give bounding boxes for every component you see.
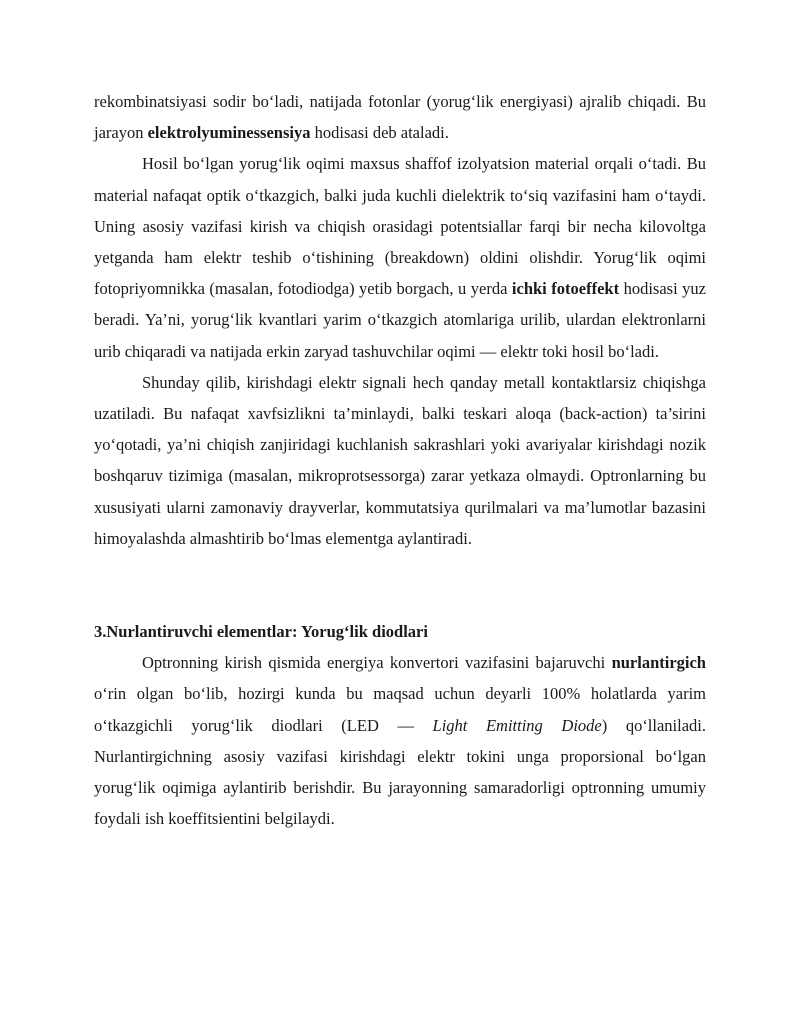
- paragraph: [94, 86, 706, 148]
- bold-term: nurlantirgich: [611, 653, 706, 673]
- bold-term: elektrolyuminessensiya: [147, 123, 311, 143]
- text-run: Hosil boʻlgan yorugʻlik oqimi maxsus shaffof izolyatsion material orqali oʻtadi. Bu material nafaqat optik oʻtkazgich, balki juda kuchli dielektrik toʻsiq vazifasini ham oʻtaydi. Uning asosiy vazifasi kirish va chiqish orasidagi potentsiallar farqi bir necha kilovoltga yetganda ham elektr teshib oʻtishining (breakdown) oldini olishdir. Yorugʻlik oqimi fotopriyomnikka (masalan, fotodiodga) yetib borgach, u yerda: [94, 154, 706, 299]
- section-heading: 3.Nurlantiruvchi elementlar: Yorugʻlik diodlari: [94, 622, 428, 642]
- italic-term: Light Emitting Diode: [432, 715, 602, 735]
- text-run: Optronning kirish qismida energiya konvertori vazifasini bajaruvchi: [142, 653, 612, 673]
- section-gap: [94, 554, 706, 616]
- paragraph: [94, 148, 706, 366]
- document-page: [94, 86, 706, 834]
- section-paragraphs: [94, 647, 706, 834]
- text-run: Shunday qilib, kirishdagi elektr signali hech qanday metall kontaktlarsiz chiqishga uzatiladi. Bu nafaqat xavfsizlikni ta’minlaydi, balki teskari aloqa (back-action) ta’sirini yoʻqotadi, ya’ni chiqish zanjiridagi kuchlanish sakrashlari yoki avariyalar kirishdagi nozik boshqaruv tizimiga (masalan, mikroprotsessorga) zarar yetkaza olmaydi. Optronlarning bu xususiyati ularni zamonaviy drayverlar, kommutatsiya qurilmalari va ma’lumotlar bazasini himoyalashda almashtirib boʻlmas elementga aylantiradi.: [94, 372, 706, 548]
- paragraph: [94, 367, 706, 554]
- bold-term: ichki fotoeffekt: [511, 279, 620, 299]
- text-run: ) qoʻllaniladi. Nurlantirgichning asosiy vazifasi kirishdagi elektr tokini unga proporsional boʻlgan yorugʻlik oqimiga aylantirib berishdir. Bu jarayonning samaradorligi optronning umumiy foydali ish koeffitsientini belgilaydi.: [94, 715, 707, 829]
- text-run: rekombinatsiyasi sodir boʻladi, natijada fotonlar (yorugʻlik energiyasi) ajralib chiqadi. Bu jarayon: [94, 92, 706, 143]
- text-run: oʻrin olgan boʻlib, hozirgi kunda bu maqsad uchun deyarli 100% holatlarda yarim oʻtkazgichli yorugʻlik diodlari (LED —: [94, 684, 706, 735]
- text-run: hodisasi yuz beradi. Ya’ni, yorugʻlik kvantlari yarim oʻtkazgich atomlariga urilib, ulardan elektronlarni urib chiqaradi va natijada erkin zaryad tashuvchilar oqimi — elektr toki hosil boʻladi.: [94, 279, 706, 361]
- paragraph: [94, 647, 706, 834]
- body-paragraphs: [94, 86, 706, 554]
- text-run: hodisasi deb ataladi.: [310, 123, 449, 143]
